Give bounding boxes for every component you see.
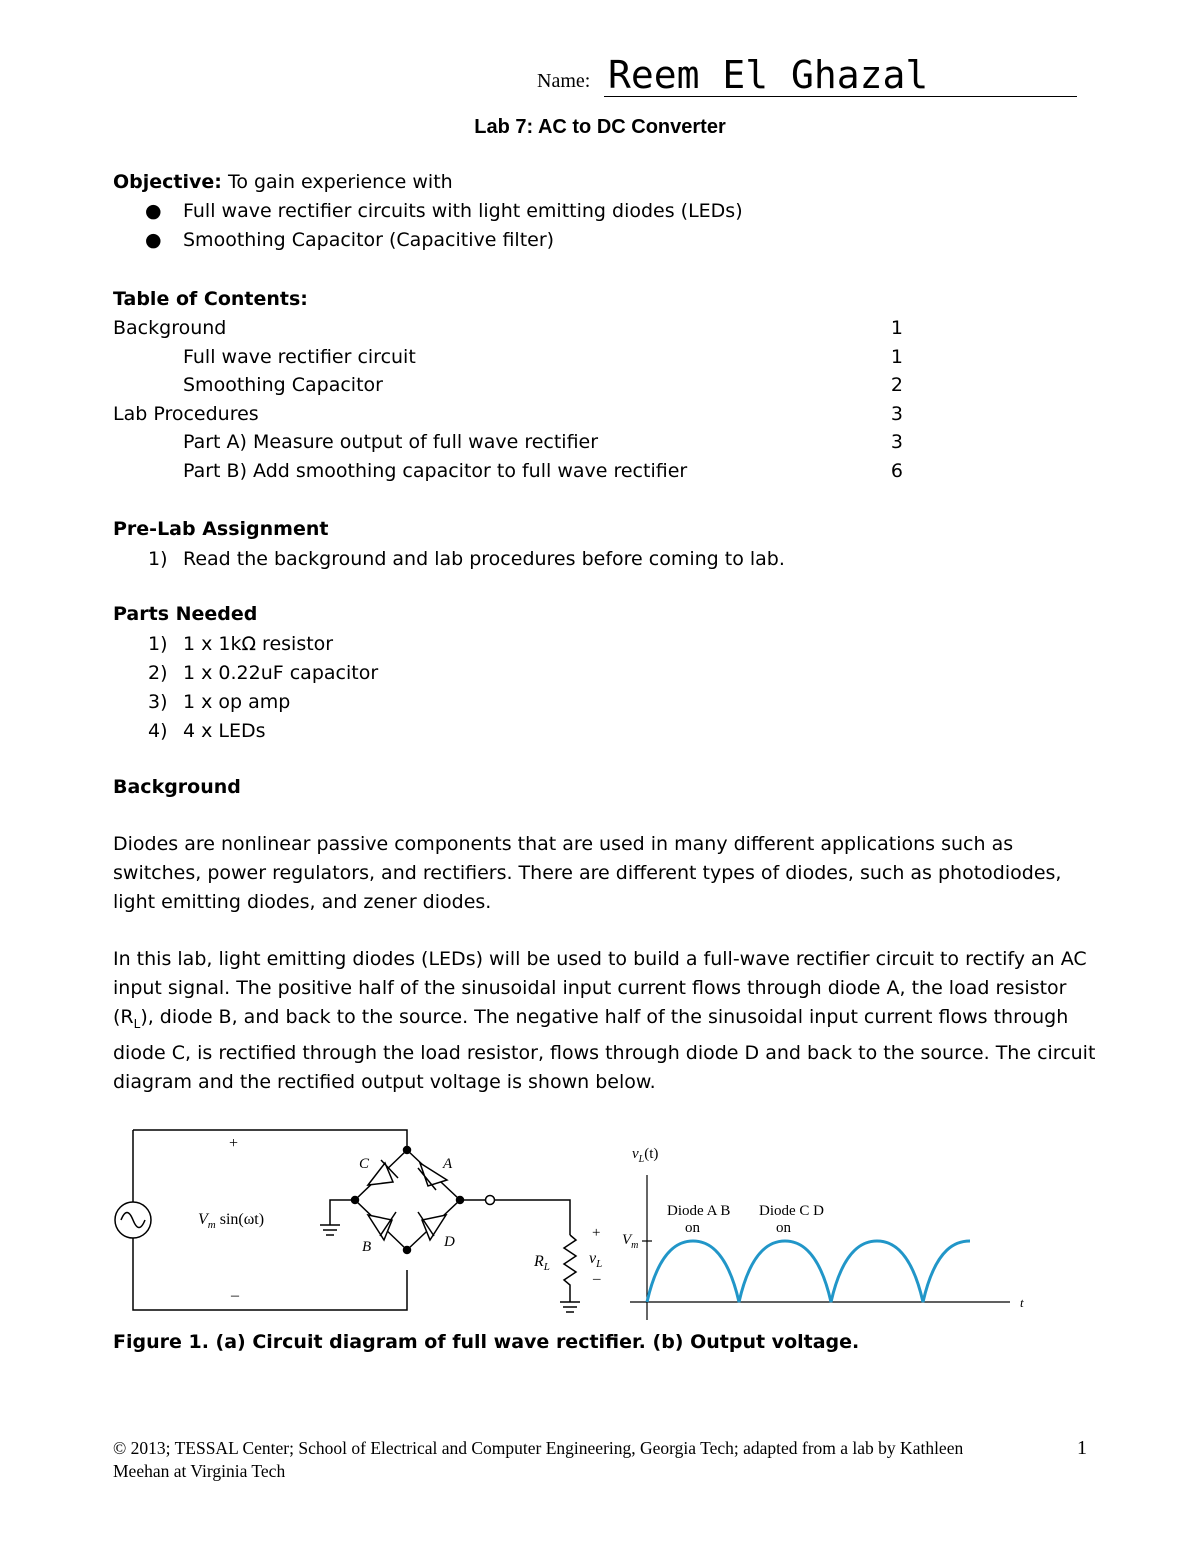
circuit-diagram — [115, 1130, 580, 1312]
toc-page: 3 — [890, 402, 903, 425]
toc-entry — [113, 428, 903, 457]
diode-b-label: B — [362, 1239, 372, 1255]
name-underline — [604, 96, 1077, 97]
bullet-text: Full wave rectifier circuits with light emitting diodes (LEDs) — [183, 200, 743, 222]
load-resistor-icon — [564, 1235, 576, 1302]
item-text: Read the background and lab procedures before coming to lab. — [183, 548, 785, 570]
background-paragraph-1: Diodes are nonlinear passive components that are used in many different applications such as switches, power regulators, and rectifiers. There are different types of diodes, such as photodiodes, light emitting diodes, and zener diodes. — [113, 833, 1062, 913]
plus-label: + — [229, 1135, 239, 1152]
toc-page: 1 — [890, 345, 903, 368]
output-terminal — [486, 1196, 495, 1205]
diode-d-label: D — [444, 1234, 455, 1250]
page-number: 1 — [1077, 1437, 1087, 1459]
toc-page: 6 — [890, 459, 903, 482]
voltage-plot — [630, 1175, 1010, 1320]
diode-a-label: A — [443, 1156, 453, 1172]
prelab-list — [113, 545, 785, 574]
subscript: L — [133, 1016, 141, 1031]
bullet-text: Smoothing Capacitor (Capacitive filter) — [183, 229, 555, 251]
parts-heading: Parts Needed — [113, 603, 258, 625]
toc-heading: Table of Contents: — [113, 288, 308, 310]
bullet-icon: ● — [145, 200, 162, 222]
objective-label: Objective: — [113, 171, 222, 193]
ground-right-icon — [560, 1302, 580, 1312]
parts-list — [113, 630, 378, 746]
toc-label: Part B) Add smoothing capacitor to full wave rectifier — [183, 459, 688, 482]
sine-glyph — [121, 1213, 145, 1228]
toc-label: Part A) Measure output of full wave rectifier — [183, 431, 599, 454]
toc-entry — [113, 314, 903, 343]
prelab-heading: Pre-Lab Assignment — [113, 518, 329, 540]
student-name: Reem El Ghazal — [608, 53, 929, 97]
list-item — [113, 659, 378, 688]
item-number: 3) — [148, 691, 168, 713]
item-number: 1) — [148, 633, 168, 655]
paragraph-text: In this lab, light emitting diodes (LEDs) will be used to build a full-wave rectifier circuit to rectify an AC input signal. The positive half of the sinusoidal input current flows through diode A, the load resistor (R — [113, 948, 1087, 1028]
vm-label: $V_m$ — [622, 1232, 639, 1251]
toc-label: Full wave rectifier circuit — [183, 345, 416, 368]
toc-page: 3 — [890, 431, 903, 454]
toc-label: Lab Procedures — [113, 402, 259, 425]
plot-labels — [622, 1146, 1024, 1310]
toc-label: Background — [113, 317, 227, 339]
output-minus-label: – — [593, 1271, 601, 1287]
name-label: Name: — [537, 70, 591, 92]
list-item — [113, 688, 378, 717]
objective — [113, 168, 453, 197]
figure-1 — [100, 1120, 1060, 1320]
x-axis-label: t — [1020, 1295, 1024, 1310]
page-title: Lab 7: AC to DC Converter — [474, 116, 726, 138]
item-text: 1 x 1kΩ resistor — [183, 633, 334, 655]
bridge-node — [404, 1247, 411, 1254]
toc-page: 1 — [890, 317, 903, 339]
objective-bullets — [145, 197, 743, 255]
figure-caption: Figure 1. (a) Circuit diagram of full wave rectifier. (b) Output voltage. — [113, 1331, 860, 1353]
background-heading: Background — [113, 776, 241, 798]
diode-cd-on-label: on — [776, 1220, 791, 1236]
list-item — [145, 226, 743, 255]
ground-left-icon — [320, 1200, 355, 1235]
item-number: 2) — [148, 662, 168, 684]
diode-ab-on-label: on — [685, 1220, 700, 1236]
output-wire — [460, 1200, 570, 1235]
circuit-labels — [198, 1135, 602, 1304]
item-number: 1) — [148, 548, 168, 570]
bullet-icon: ● — [145, 229, 162, 251]
list-item — [113, 717, 378, 746]
table-of-contents — [113, 314, 903, 486]
toc-entry — [113, 371, 903, 400]
toc-page: 2 — [890, 374, 903, 397]
resistor-label: $R_L$ — [534, 1253, 550, 1273]
toc-entry — [113, 343, 903, 372]
paragraph-text: ), diode B, and back to the source. The negative half of the sinusoidal input current flows through diode C, is rectified through the load resistor, flows through diode D and back to the source. The circuit diagram and the rectified output voltage is shown below. — [113, 1006, 1096, 1093]
item-text: 1 x 0.22uF capacitor — [183, 662, 379, 684]
output-plus-label: + — [592, 1225, 601, 1241]
list-item — [113, 545, 785, 574]
y-axis-label: $v_L(t)$ — [632, 1146, 659, 1165]
bridge-node — [404, 1147, 411, 1154]
item-text: 4 x LEDs — [183, 720, 266, 742]
output-voltage-label: $v_L$ — [589, 1250, 603, 1270]
rectified-waveform — [647, 1241, 970, 1302]
background-paragraph-2 — [113, 945, 1103, 1097]
diode-cd-label: Diode C D — [759, 1203, 824, 1219]
list-item — [145, 197, 743, 226]
diode-c-label: C — [359, 1156, 370, 1172]
list-item — [113, 630, 378, 659]
item-text: 1 x op amp — [183, 691, 291, 713]
item-number: 4) — [148, 720, 168, 742]
toc-label: Smoothing Capacitor — [183, 374, 383, 397]
objective-text: To gain experience with — [227, 171, 453, 193]
footer-text: © 2013; TESSAL Center; School of Electrical and Computer Engineering, Georgia Tech; adapted from a lab by Kathleen Meehan at Virginia Tech — [113, 1438, 964, 1481]
toc-entry — [113, 457, 903, 486]
minus-label: – — [231, 1287, 239, 1304]
diode-ab-label: Diode A B — [667, 1203, 731, 1219]
toc-entry — [113, 400, 903, 429]
source-label: $V_m$ sin(ωt) — [198, 1211, 265, 1231]
